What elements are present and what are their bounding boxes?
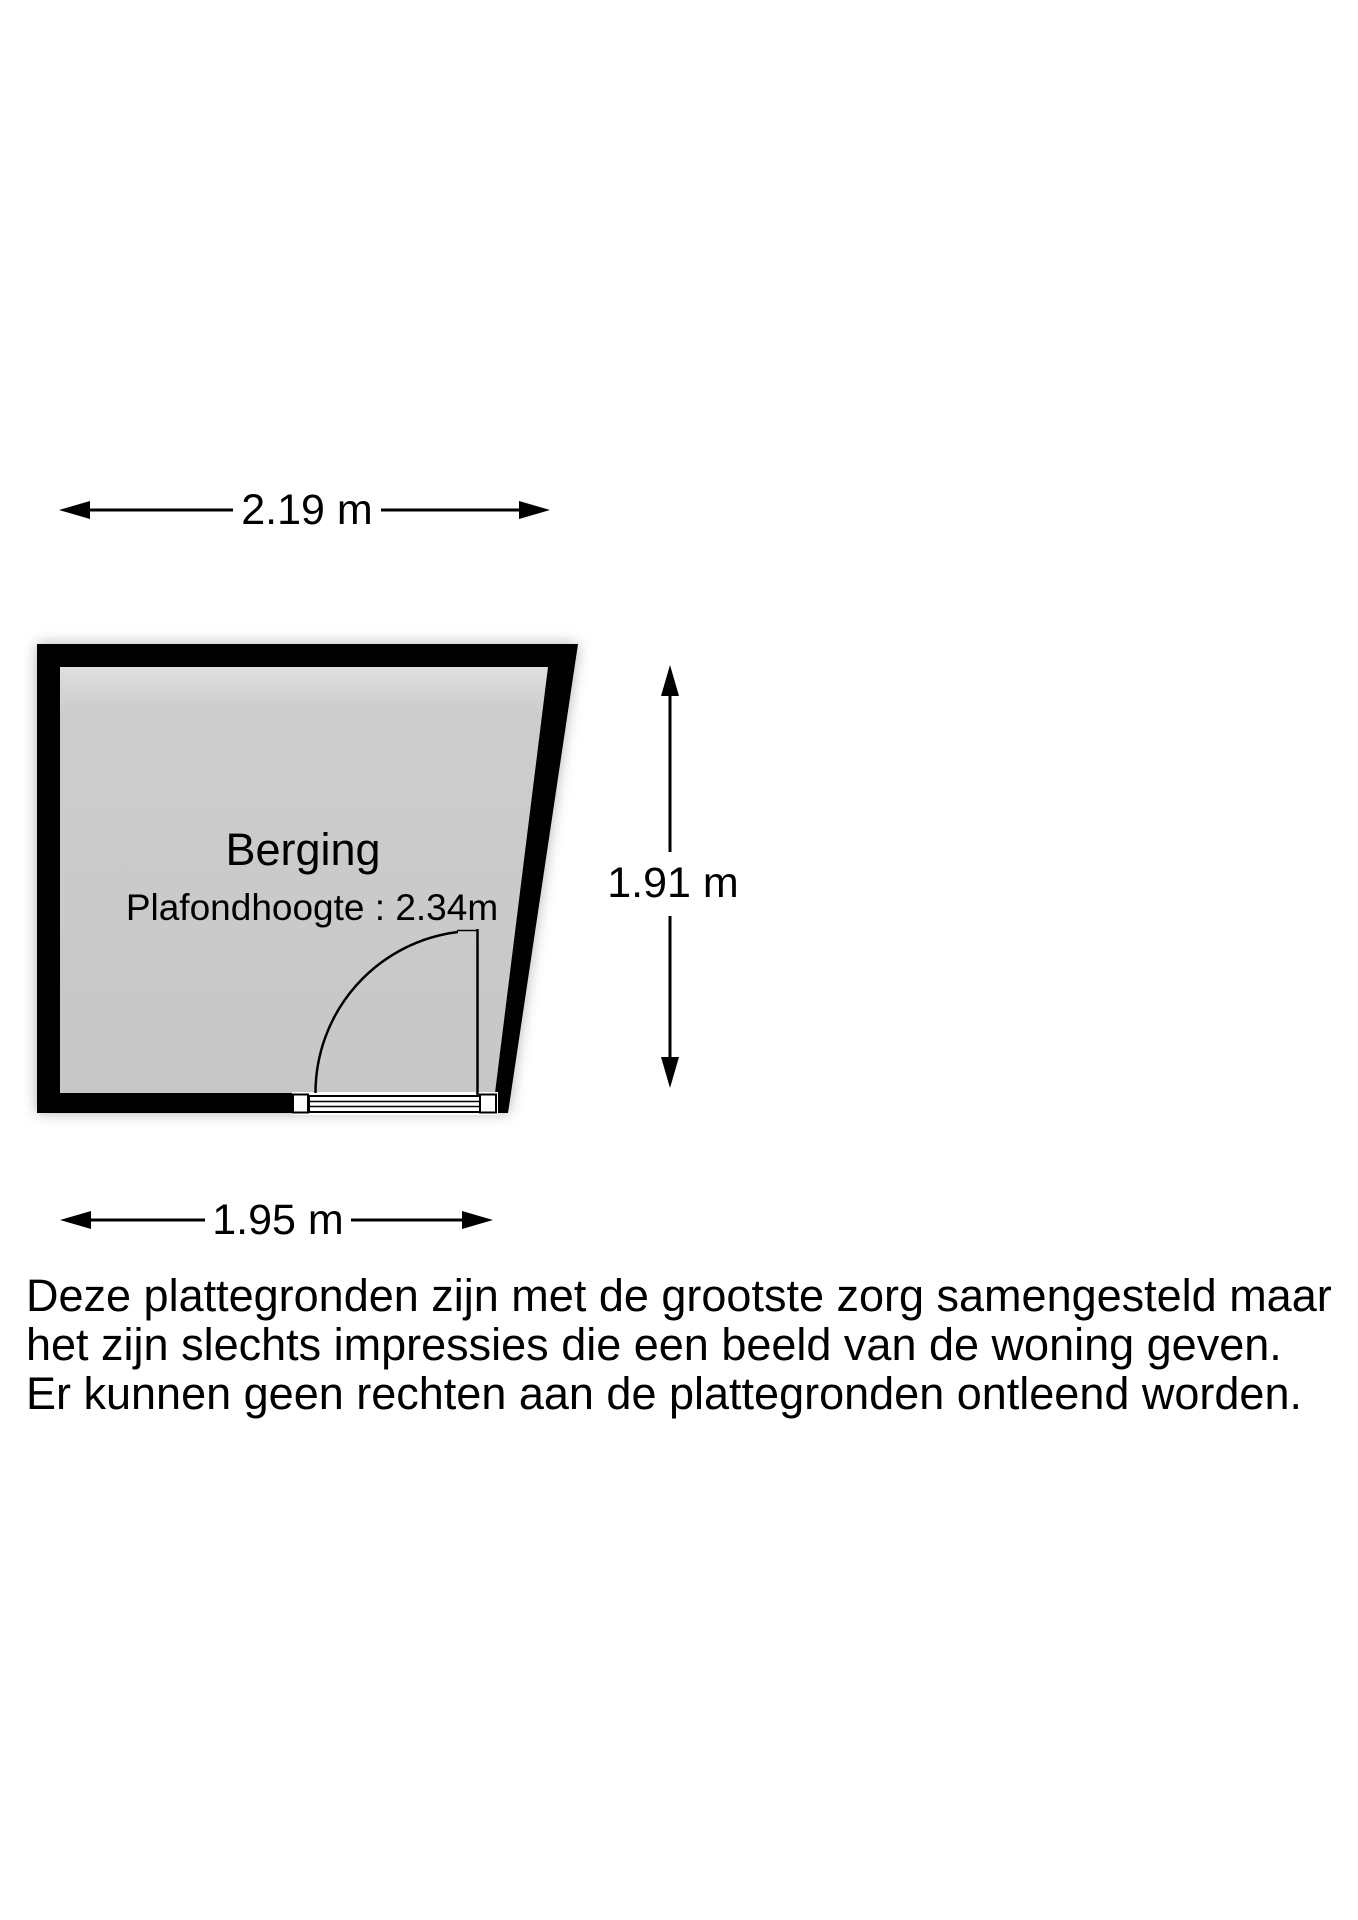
disclaimer-text xyxy=(26,1271,1358,1418)
door-post-left xyxy=(293,1095,308,1113)
arrowhead-right-icon xyxy=(462,1211,493,1229)
arrowhead-down-icon xyxy=(661,1057,679,1088)
dimension-label-bottom: 1.95 m xyxy=(212,1196,344,1244)
dimension-label-top: 2.19 m xyxy=(241,486,373,534)
arrowhead-left-icon xyxy=(59,501,90,519)
ceiling-height-label: Plafondhoogte : 2.34m xyxy=(125,887,499,928)
room-floor-area xyxy=(60,667,548,1093)
disclaimer-line-1: Deze plattegronden zijn met de grootste zorg samengesteld maar xyxy=(26,1270,1332,1321)
door-post-right xyxy=(480,1095,496,1113)
disclaimer-line-2: het zijn slechts impressies die een beeld van de woning geven. xyxy=(26,1319,1282,1370)
room-name-label: Berging xyxy=(225,824,381,875)
door-threshold xyxy=(309,1096,480,1112)
arrowhead-up-icon xyxy=(661,665,679,696)
dimension-label-right: 1.91 m xyxy=(607,859,739,907)
arrowhead-right-icon xyxy=(519,501,550,519)
disclaimer-line-3: Er kunnen geen rechten aan de plattegronden ontleend worden. xyxy=(26,1368,1302,1419)
arrowhead-left-icon xyxy=(60,1211,91,1229)
